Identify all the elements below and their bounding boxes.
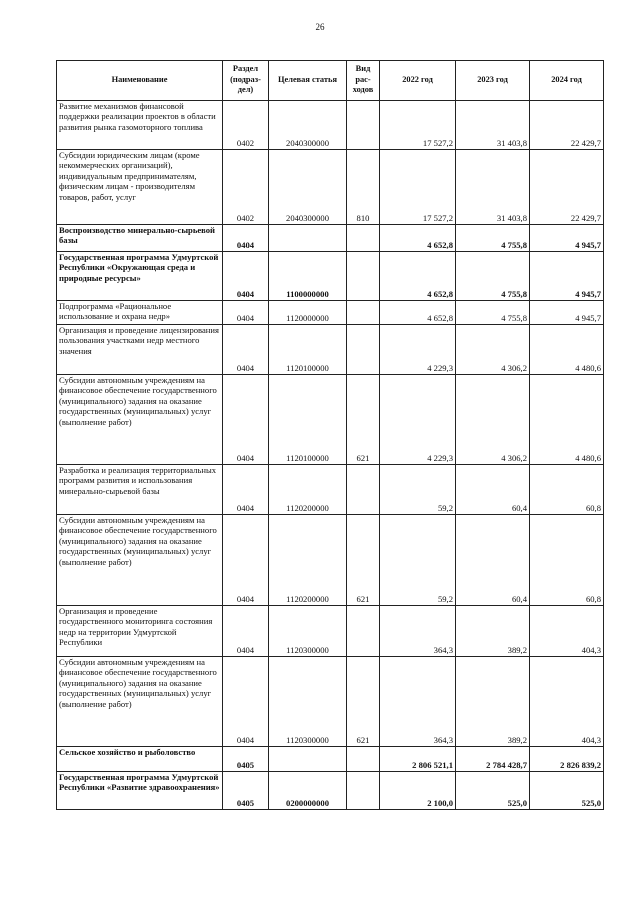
cell-2022: 364,3: [380, 606, 456, 657]
cell-2023: 2 784 428,7: [456, 747, 530, 772]
cell-2023: 4 306,2: [456, 375, 530, 465]
cell-kind: 810: [347, 150, 380, 225]
cell-kind: 621: [347, 515, 380, 606]
cell-2023: 31 403,8: [456, 101, 530, 150]
cell-2022: 59,2: [380, 515, 456, 606]
cell-name: Субсидии автономным учреждениям на финансовое обеспечение государственного (муниципального) задания на оказание государственных (муниципальных) услуг (выполнение работ): [57, 375, 223, 465]
cell-2023: 389,2: [456, 657, 530, 747]
cell-2023: 60,4: [456, 515, 530, 606]
cell-2022: 59,2: [380, 465, 456, 515]
cell-target: 1120000000: [269, 301, 347, 325]
cell-target: 1120200000: [269, 515, 347, 606]
cell-2022: 4 652,8: [380, 225, 456, 252]
cell-section: 0402: [223, 101, 269, 150]
cell-section: 0405: [223, 772, 269, 810]
cell-kind: [347, 252, 380, 301]
cell-section: 0404: [223, 375, 269, 465]
table-row: [57, 252, 604, 301]
header-target: Целевая статья: [269, 61, 347, 101]
cell-name: Государственная программа Удмуртской Республики «Окружающая среда и природные ресурсы»: [57, 252, 223, 301]
cell-2022: 4 652,8: [380, 301, 456, 325]
table-row: [57, 657, 604, 747]
header-section: Раздел (подраз-дел): [223, 61, 269, 101]
cell-kind: [347, 606, 380, 657]
cell-2024: 22 429,7: [530, 150, 604, 225]
cell-2023: 31 403,8: [456, 150, 530, 225]
cell-2023: 525,0: [456, 772, 530, 810]
cell-2022: 4 652,8: [380, 252, 456, 301]
header-name: Наименование: [57, 61, 223, 101]
cell-kind: 621: [347, 657, 380, 747]
table-row: [57, 325, 604, 375]
table-row: [57, 747, 604, 772]
cell-target: 2040300000: [269, 101, 347, 150]
cell-target: 1120100000: [269, 325, 347, 375]
cell-2023: 60,4: [456, 465, 530, 515]
cell-section: 0405: [223, 747, 269, 772]
cell-name: Развитие механизмов финансовой поддержки реализации проектов в области развития рынка газомоторного топлива: [57, 101, 223, 150]
cell-kind: [347, 747, 380, 772]
cell-section: 0404: [223, 515, 269, 606]
cell-2024: 60,8: [530, 515, 604, 606]
cell-kind: [347, 225, 380, 252]
cell-name: Организация и проведение государственного мониторинга состояния недр на территории Удмуртской Республики: [57, 606, 223, 657]
table-row: [57, 772, 604, 810]
table-row: [57, 515, 604, 606]
cell-kind: 621: [347, 375, 380, 465]
cell-target: 1120300000: [269, 606, 347, 657]
cell-2024: 4 480,6: [530, 325, 604, 375]
cell-kind: [347, 772, 380, 810]
cell-2023: 4 755,8: [456, 225, 530, 252]
table-row: [57, 225, 604, 252]
cell-2022: 2 100,0: [380, 772, 456, 810]
cell-name: Государственная программа Удмуртской Республики «Развитие здравоохранения»: [57, 772, 223, 810]
table-row: [57, 606, 604, 657]
header-2022: 2022 год: [380, 61, 456, 101]
cell-2022: 4 229,3: [380, 375, 456, 465]
cell-2023: 4 755,8: [456, 252, 530, 301]
cell-2024: 4 945,7: [530, 252, 604, 301]
cell-kind: [347, 465, 380, 515]
cell-name: Организация и проведение лицензирования пользования участками недр местного значения: [57, 325, 223, 375]
cell-2024: 525,0: [530, 772, 604, 810]
cell-section: 0404: [223, 301, 269, 325]
cell-2022: 4 229,3: [380, 325, 456, 375]
table-row: [57, 375, 604, 465]
cell-name: Подпрограмма «Рациональное использование и охрана недр»: [57, 301, 223, 325]
table-row: [57, 465, 604, 515]
cell-target: 1120300000: [269, 657, 347, 747]
cell-name: Субсидии юридическим лицам (кроме некоммерческих организаций), индивидуальным предпринимателям, физическим лицам - производителям товаров, работ, услуг: [57, 150, 223, 225]
cell-kind: [347, 101, 380, 150]
cell-section: 0404: [223, 325, 269, 375]
cell-section: 0404: [223, 252, 269, 301]
header-2024: 2024 год: [530, 61, 604, 101]
cell-2023: 389,2: [456, 606, 530, 657]
cell-2023: 4 755,8: [456, 301, 530, 325]
cell-target: [269, 225, 347, 252]
cell-2024: 4 945,7: [530, 301, 604, 325]
cell-2024: 4 945,7: [530, 225, 604, 252]
cell-kind: [347, 301, 380, 325]
cell-name: Сельское хозяйство и рыболовство: [57, 747, 223, 772]
table-row: [57, 150, 604, 225]
cell-section: 0404: [223, 657, 269, 747]
cell-name: Воспроизводство минерально-сырьевой базы: [57, 225, 223, 252]
cell-2022: 17 527,2: [380, 101, 456, 150]
cell-2024: 404,3: [530, 606, 604, 657]
cell-name: Субсидии автономным учреждениям на финансовое обеспечение государственного (муниципального) задания на оказание государственных (муниципальных) услуг (выполнение работ): [57, 515, 223, 606]
cell-2024: 60,8: [530, 465, 604, 515]
header-kind: Вид рас-ходов: [347, 61, 380, 101]
budget-table: [56, 60, 604, 810]
cell-2022: 2 806 521,1: [380, 747, 456, 772]
cell-2022: 17 527,2: [380, 150, 456, 225]
cell-target: 1100000000: [269, 252, 347, 301]
cell-section: 0402: [223, 150, 269, 225]
cell-section: 0404: [223, 465, 269, 515]
header-2023: 2023 год: [456, 61, 530, 101]
cell-name: Субсидии автономным учреждениям на финансовое обеспечение государственного (муниципального) задания на оказание государственных (муниципальных) услуг (выполнение работ): [57, 657, 223, 747]
cell-2024: 404,3: [530, 657, 604, 747]
cell-2023: 4 306,2: [456, 325, 530, 375]
cell-2024: 4 480,6: [530, 375, 604, 465]
cell-2024: 2 826 839,2: [530, 747, 604, 772]
page-number: 26: [315, 22, 325, 32]
cell-kind: [347, 325, 380, 375]
cell-section: 0404: [223, 606, 269, 657]
cell-target: 1120200000: [269, 465, 347, 515]
cell-2022: 364,3: [380, 657, 456, 747]
cell-section: 0404: [223, 225, 269, 252]
table-header-row: [57, 61, 604, 101]
cell-target: 2040300000: [269, 150, 347, 225]
cell-target: 0200000000: [269, 772, 347, 810]
table-row: [57, 301, 604, 325]
cell-name: Разработка и реализация территориальных программ развития и использования минерально-сырьевой базы: [57, 465, 223, 515]
cell-2024: 22 429,7: [530, 101, 604, 150]
table-row: [57, 101, 604, 150]
cell-target: 1120100000: [269, 375, 347, 465]
cell-target: [269, 747, 347, 772]
